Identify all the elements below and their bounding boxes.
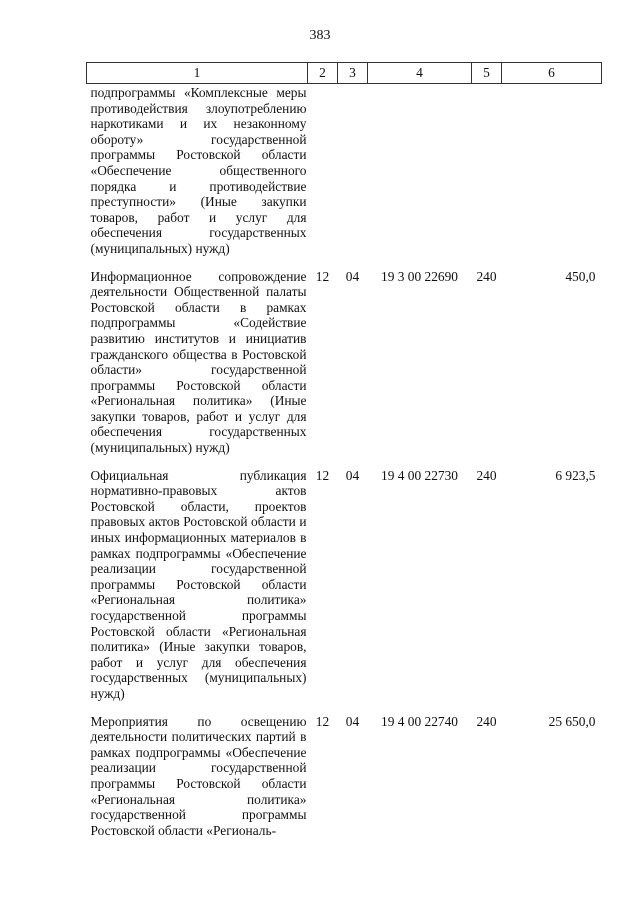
row-expense-type: 240 [476,467,497,483]
row-expense-type: 240 [476,268,497,284]
header-row [87,63,602,84]
row-section [308,84,338,257]
header-col-6: 6 [502,63,602,84]
row-expense-type [472,84,502,257]
header-col-5: 5 [472,63,502,84]
table-header [87,63,602,84]
row-spacer [87,257,602,269]
row-target: 19 4 00 22740 [381,713,458,729]
row-subsection [338,84,368,257]
header-col-3: 3 [338,63,368,84]
row-section: 12 [315,467,330,483]
row-amount: 6 923,5 [555,467,596,483]
row-description: Мероприятия по освещению деятельности политических партий в рамках подпрограммы «Обеспечение реализации государственной программы Ростовской области «Региональная политика» государственной программы Ростовской области «Региональ- [90,713,307,838]
row-spacer [87,456,602,468]
row-subsection: 04 [345,268,360,284]
table-row [87,468,602,702]
row-description: Официальная публикация нормативно-правовых актов Ростовской области, проектов правовых актов Ростовской области и иных информационных материалов в рамках подпрограммы «Обеспечение реализации государственной программы Ростовской области «Региональная политика» государственной программы Ростовской области «Региональная политика» (Иные закупки товаров, работ и услуг для обеспечения государственных (муниципальных) нужд) [90,467,307,701]
row-expense-type: 240 [476,713,497,729]
page-number: 383 [309,28,331,43]
header-col-2: 2 [308,63,338,84]
table-body [87,84,602,839]
table-row [87,269,602,456]
row-section: 12 [315,713,330,729]
budget-table [86,62,602,838]
row-subsection: 04 [345,713,360,729]
row-description: подпрограммы «Комплексные меры противодействия злоупотреблению наркотиками и их незаконному обороту» государственной программы Ростовской области «Обеспечение общественного порядка и противодействие преступности» (Иные закупки товаров, работ и услуг для обеспечения государственных (муниципальных) нужд) [90,85,307,256]
row-target: 19 4 00 22730 [381,467,458,483]
row-description: Информационное сопровождение деятельности Общественной палаты Ростовской области в рамках подпрограммы «Содействие развитию институтов и инициатив гражданского общества в Ростовской области» государственной программы Ростовской области «Региональная политика» (Иные закупки товаров, работ и услуг для обеспечения государственных (муниципальных) нужд) [90,268,307,456]
row-amount: 25 650,0 [548,713,596,729]
table-row [87,84,602,257]
header-col-1: 1 [87,63,308,84]
row-subsection: 04 [345,467,360,483]
row-target: 19 3 00 22690 [381,268,458,284]
row-section: 12 [315,268,330,284]
row-amount [502,84,602,257]
table-row [87,714,602,839]
row-target [368,84,472,257]
header-col-4: 4 [368,63,472,84]
row-amount: 450,0 [565,268,596,284]
row-spacer [87,702,602,714]
